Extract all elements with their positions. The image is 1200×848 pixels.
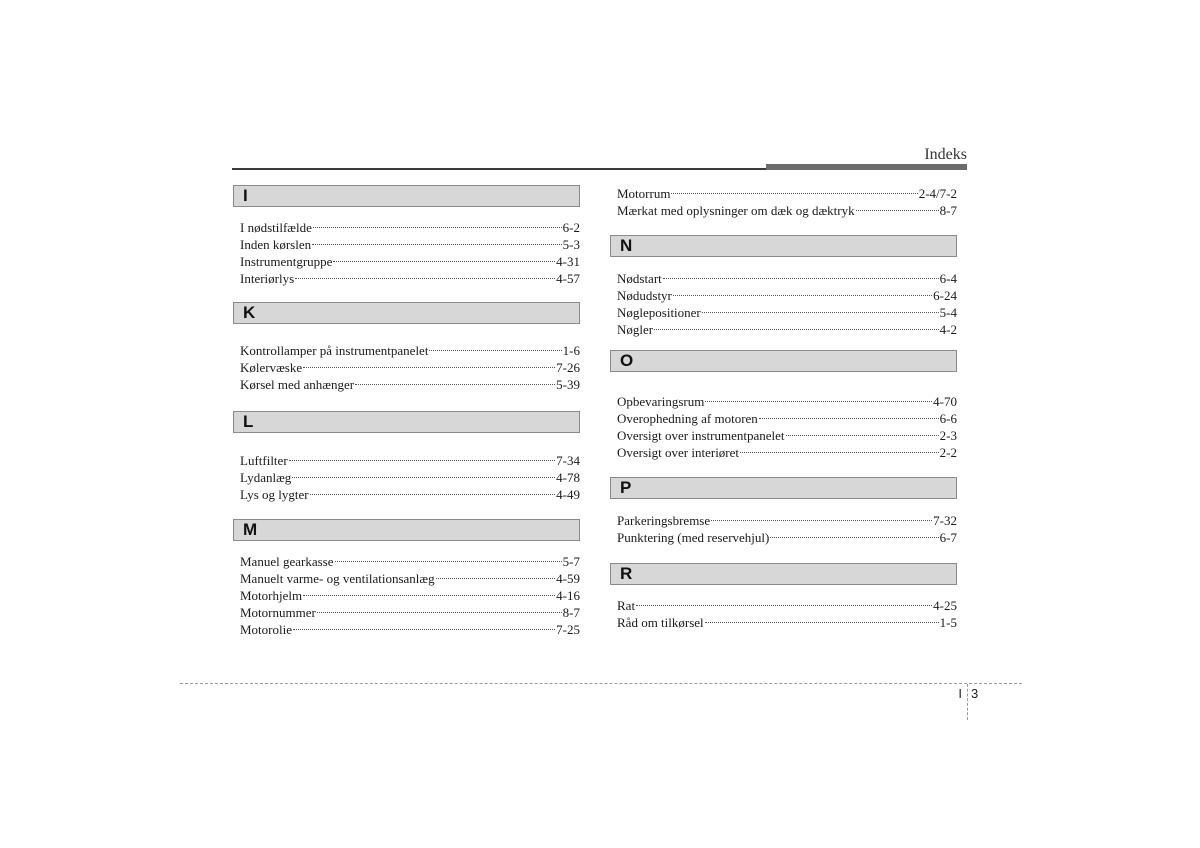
entry-page: 4-25	[933, 598, 957, 613]
entry-term: Nødudstyr	[617, 288, 672, 303]
index-entry	[240, 486, 580, 503]
dot-leader	[303, 367, 555, 368]
entry-term: Instrumentgruppe	[240, 254, 333, 269]
entry-page: 4-57	[556, 271, 580, 286]
entry-term: Parkeringsbremse	[617, 513, 711, 528]
entry-page: 7-25	[556, 622, 580, 637]
index-entry	[617, 287, 957, 304]
entry-page: 2-4/7-2	[918, 186, 957, 201]
entry-term: Interiørlys	[240, 271, 295, 286]
index-entry	[617, 444, 957, 461]
entry-page: 1-6	[562, 343, 580, 358]
index-entry	[617, 185, 957, 202]
index-entry	[240, 553, 580, 570]
entry-term: Nødstart	[617, 271, 662, 286]
dot-leader	[312, 244, 562, 245]
entry-term: Inden kørslen	[240, 237, 312, 252]
section-header-p	[610, 477, 957, 499]
entry-term: Motorhjelm	[240, 588, 303, 603]
dot-leader	[702, 312, 939, 313]
entry-term: Råd om tilkørsel	[617, 615, 704, 630]
index-entry	[240, 604, 580, 621]
entry-page: 4-31	[556, 254, 580, 269]
entry-page: 7-32	[933, 513, 957, 528]
footer-page-number: 3	[971, 686, 979, 701]
dot-leader	[786, 435, 939, 436]
index-entry	[617, 512, 957, 529]
entry-page: 4-49	[556, 487, 580, 502]
dot-leader	[293, 629, 555, 630]
dot-leader	[429, 350, 561, 351]
entry-term: Manuel gearkasse	[240, 554, 334, 569]
section-header-k	[233, 302, 580, 324]
entry-page: 2-3	[939, 428, 957, 443]
entry-term: Oversigt over instrumentpanelet	[617, 428, 785, 443]
entry-term: Luftfilter	[240, 453, 288, 468]
entry-page: 5-4	[939, 305, 957, 320]
entry-term: Kontrollamper på instrumentpanelet	[240, 343, 429, 358]
entry-page: 1-5	[939, 615, 957, 630]
entry-page: 6-7	[939, 530, 957, 545]
section-letter: P	[620, 478, 632, 497]
dot-leader	[636, 605, 932, 606]
entry-term: Motorrum	[617, 186, 671, 201]
footer-vertical-divider	[967, 684, 968, 720]
dot-leader	[317, 612, 562, 613]
index-entry	[240, 359, 580, 376]
entry-page: 4-78	[556, 470, 580, 485]
entry-page: 6-24	[933, 288, 957, 303]
index-entry	[240, 236, 580, 253]
index-entry	[240, 621, 580, 638]
index-entry	[617, 529, 957, 546]
entry-page: 4-16	[556, 588, 580, 603]
entry-page: 6-6	[939, 411, 957, 426]
section-header-m	[233, 519, 580, 541]
index-entry	[617, 304, 957, 321]
dot-leader	[759, 418, 939, 419]
entry-page: 5-39	[556, 377, 580, 392]
footer-section-label: I	[958, 686, 962, 701]
dot-leader	[663, 278, 939, 279]
dot-leader	[313, 227, 562, 228]
dot-leader	[770, 537, 938, 538]
entry-term: Lydanlæg	[240, 470, 292, 485]
index-entry	[617, 410, 957, 427]
entry-term: Manuelt varme- og ventilationsanlæg	[240, 571, 435, 586]
entry-term: Motorolie	[240, 622, 292, 637]
entry-page: 2-2	[939, 445, 957, 460]
dot-leader	[856, 210, 939, 211]
dot-leader	[303, 595, 555, 596]
index-entry	[240, 376, 580, 393]
entry-page: 7-34	[556, 453, 580, 468]
index-entry	[617, 393, 957, 410]
dot-leader	[333, 261, 555, 262]
entry-page: 8-7	[562, 605, 580, 620]
dot-leader	[711, 520, 932, 521]
dot-leader	[289, 460, 556, 461]
entry-term: Lys og lygter	[240, 487, 309, 502]
entry-term: Oversigt over interiøret	[617, 445, 740, 460]
entry-term: Motornummer	[240, 605, 316, 620]
entry-page: 5-3	[562, 237, 580, 252]
dot-leader	[335, 561, 562, 562]
dot-leader	[673, 295, 932, 296]
entry-term: Kølervæske	[240, 360, 303, 375]
index-entry	[617, 597, 957, 614]
section-header-r	[610, 563, 957, 585]
dot-leader	[705, 401, 932, 402]
entry-page: 8-7	[939, 203, 957, 218]
entry-term: Punktering (med reservehjul)	[617, 530, 770, 545]
entry-term: Nøglepositioner	[617, 305, 701, 320]
index-entry	[617, 202, 957, 219]
section-letter: N	[620, 236, 633, 255]
entry-page: 5-7	[562, 554, 580, 569]
entry-page: 4-59	[556, 571, 580, 586]
index-entry	[617, 614, 957, 631]
index-entry	[240, 270, 580, 287]
index-entry	[617, 321, 957, 338]
section-header-o	[610, 350, 957, 372]
index-entry	[240, 342, 580, 359]
index-entry	[240, 253, 580, 270]
section-letter: O	[620, 351, 634, 370]
section-letter: I	[243, 186, 248, 205]
entry-term: Opbevaringsrum	[617, 394, 705, 409]
section-letter: L	[243, 412, 254, 431]
dot-leader	[355, 384, 555, 385]
index-entry	[240, 587, 580, 604]
entry-term: Mærkat med oplysninger om dæk og dæktryk	[617, 203, 855, 218]
dot-leader	[671, 193, 917, 194]
section-letter: M	[243, 520, 258, 539]
header-title: Indeks	[924, 146, 967, 163]
dot-leader	[436, 578, 556, 579]
entry-term: Kørsel med anhænger	[240, 377, 355, 392]
index-entry	[617, 427, 957, 444]
index-entry	[240, 469, 580, 486]
dot-leader	[295, 278, 555, 279]
footer-dashed-rule	[180, 683, 1022, 684]
dot-leader	[705, 622, 939, 623]
index-entry	[617, 270, 957, 287]
entry-term: Rat	[617, 598, 636, 613]
entry-page: 6-4	[939, 271, 957, 286]
entry-term: Nøgler	[617, 322, 654, 337]
section-header-l	[233, 411, 580, 433]
entry-page: 4-70	[933, 394, 957, 409]
section-letter: K	[243, 303, 256, 322]
dot-leader	[292, 477, 555, 478]
entry-term: Overophedning af motoren	[617, 411, 758, 426]
dot-leader	[310, 494, 556, 495]
dot-leader	[654, 329, 939, 330]
header-accent-bar	[766, 164, 967, 170]
section-header-i	[233, 185, 580, 207]
dot-leader	[740, 452, 939, 453]
index-entry	[240, 570, 580, 587]
index-entry	[240, 219, 580, 236]
entry-page: 7-26	[556, 360, 580, 375]
entry-page: 6-2	[562, 220, 580, 235]
index-entry	[240, 452, 580, 469]
entry-page: 4-2	[939, 322, 957, 337]
section-letter: R	[620, 564, 633, 583]
entry-term: I nødstilfælde	[240, 220, 312, 235]
section-header-n	[610, 235, 957, 257]
